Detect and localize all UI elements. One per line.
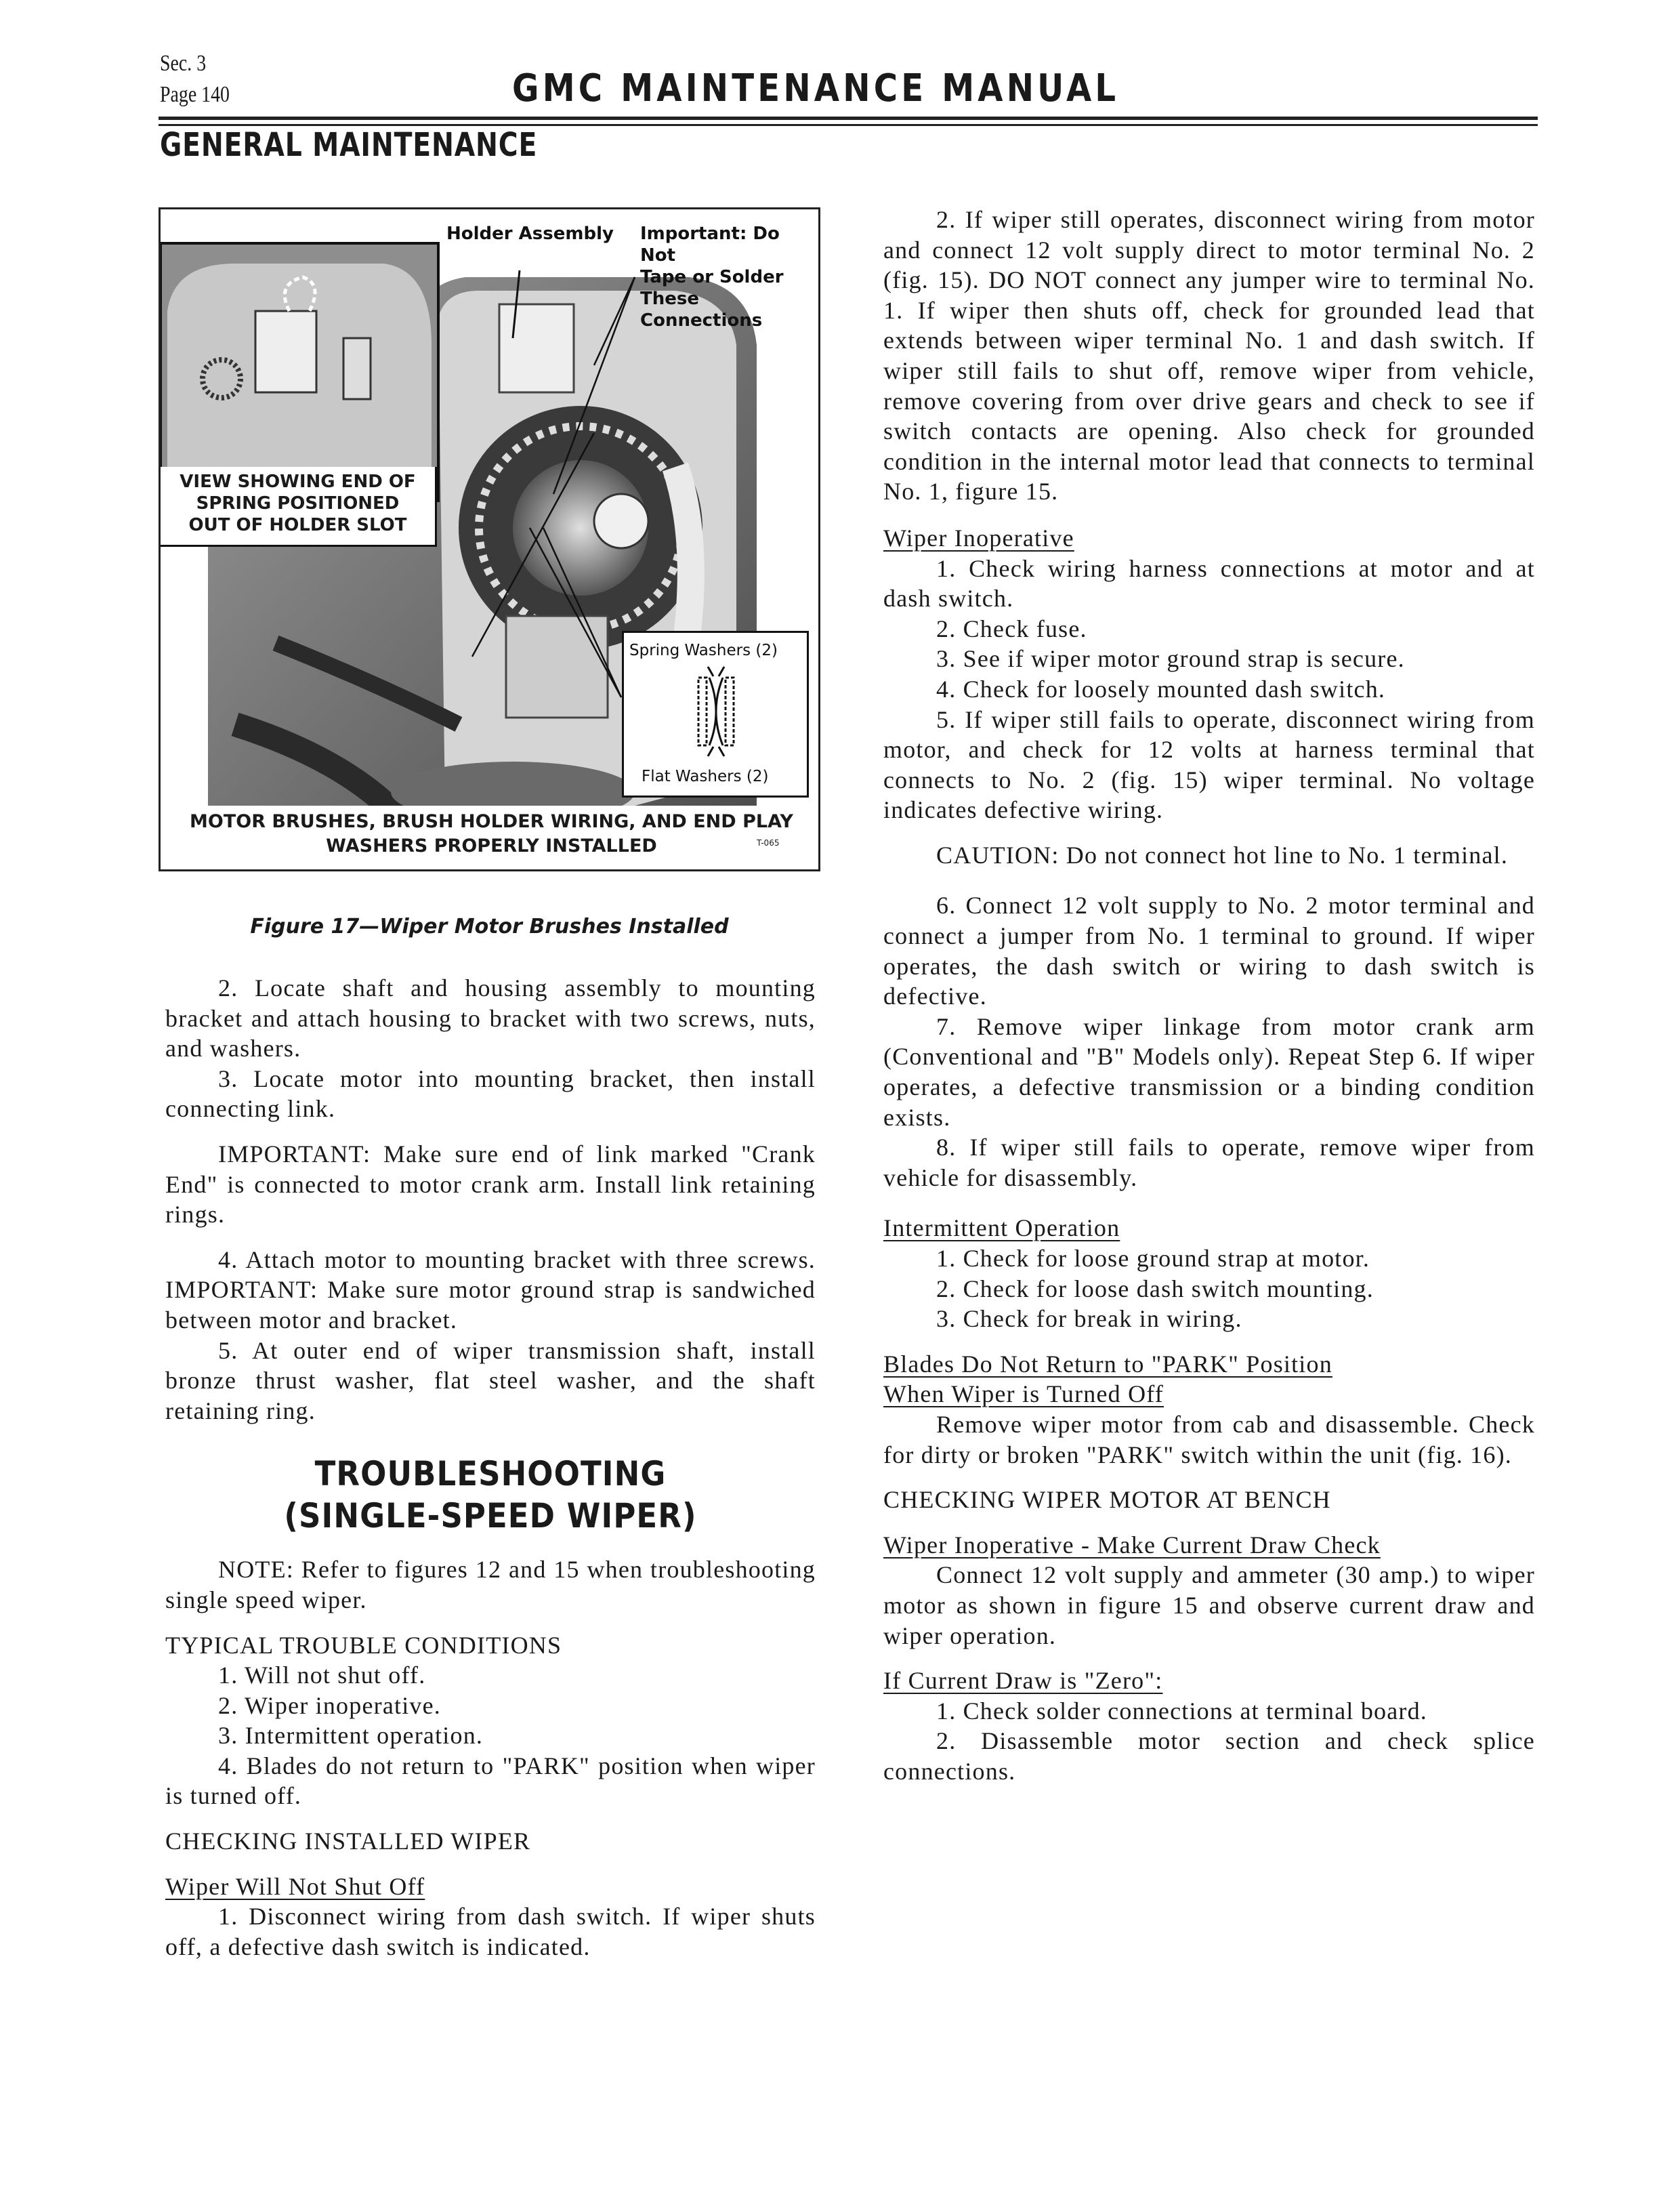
list-item: 2. Disassemble motor section and check splice connections. xyxy=(883,1727,1535,1785)
list-item: 2. Wiper inoperative. xyxy=(218,1691,441,1719)
label-line: VIEW SHOWING END OF xyxy=(180,472,416,492)
paragraph: 2. Locate shaft and housing assembly to mounting bracket and attach housing to bracket with two screws, nuts, and washers. xyxy=(165,974,816,1062)
list-item: 3. See if wiper motor ground strap is secure. xyxy=(936,645,1405,673)
heading-line: (SINGLE-SPEED WIPER) xyxy=(284,1496,697,1536)
subheading-underlined: If Current Draw is "Zero": xyxy=(883,1667,1163,1695)
paragraph: 2. If wiper still operates, disconnect wiring from motor and connect 12 volt supply direct to motor terminal No. 2 (fig. 15). DO NOT connect any jumper wire to terminal No. 1. If wiper then shuts off, check for grounded lead that extends between wiper terminal No. 1 and dash switch. If wiper still fails to shut off, remove wiper from vehicle, remove covering from over drive gears and check to see if switch contacts are opening. Also check for grounded condition in the internal motor lead that connects to terminal No. 1, figure 15. xyxy=(883,206,1535,505)
washers-inset xyxy=(622,631,809,798)
list-item: 2. Check fuse. xyxy=(936,615,1087,642)
paragraph: Connect 12 volt supply and ammeter (30 amp.) to wiper motor as shown in figure 15 and observe current draw and wiper operation. xyxy=(883,1561,1535,1649)
left-column xyxy=(165,973,816,1962)
figure-code: T-065 xyxy=(757,838,780,848)
list-item: 3. Intermittent operation. xyxy=(218,1722,484,1750)
label-line: MOTOR BRUSHES, BRUSH HOLDER WIRING, AND END PLAY xyxy=(190,811,793,832)
subheading: CHECKING WIPER MOTOR AT BENCH xyxy=(883,1486,1331,1514)
label-line: These Connections xyxy=(640,289,763,331)
troubleshooting-heading xyxy=(198,1453,783,1537)
subheading-underlined: Blades Do Not Return to "PARK" Position xyxy=(883,1350,1332,1378)
washers-icon xyxy=(689,664,743,759)
subheading-underlined: Wiper Inoperative - Make Current Draw Check xyxy=(883,1531,1381,1559)
list-item: 4. Blades do not return to "PARK" position when wiper is turned off. xyxy=(165,1752,816,1810)
subheading: TYPICAL TROUBLE CONDITIONS xyxy=(165,1631,562,1659)
paragraph: 8. If wiper still fails to operate, remove wiper from vehicle for disassembly. xyxy=(883,1134,1535,1191)
paragraph: 5. At outer end of wiper transmission shaft, install bronze thrust washer, flat steel washer, and the shaft retaining ring. xyxy=(165,1336,816,1424)
label-line: Important: Do Not xyxy=(640,224,780,266)
note: NOTE: Refer to figures 12 and 15 when troubleshooting single speed wiper. xyxy=(165,1556,816,1613)
right-column xyxy=(883,205,1535,1787)
paragraph: 4. Attach motor to mounting bracket with three screws. IMPORTANT: Make sure motor ground strap is sandwiched between motor and bracket. xyxy=(165,1245,816,1334)
figure-inner-caption xyxy=(161,806,820,871)
section-title: GENERAL MAINTENANCE xyxy=(160,126,538,164)
list-item: 2. Check for loose dash switch mounting. xyxy=(936,1275,1374,1302)
caution: CAUTION: Do not connect hot line to No. 1 terminal. xyxy=(936,841,1509,869)
subheading-underlined: Wiper Will Not Shut Off xyxy=(165,1872,425,1900)
list-item: 1. Will not shut off. xyxy=(218,1661,426,1689)
manual-title: GMC MAINTENANCE MANUAL xyxy=(512,66,1120,110)
header-rule xyxy=(159,117,1538,120)
label-line: OUT OF HOLDER SLOT xyxy=(188,515,407,535)
list-item: 4. Check for loosely mounted dash switch. xyxy=(936,675,1386,703)
section-number: Sec. 3 xyxy=(160,51,207,76)
figure-wiper-motor xyxy=(159,207,820,871)
list-item: 3. Check for break in wiring. xyxy=(936,1305,1242,1333)
page-number: Page 140 xyxy=(160,82,230,107)
label-line: SPRING POSITIONED xyxy=(196,493,400,514)
subheading-underlined: Intermittent Operation xyxy=(883,1214,1120,1242)
paragraph: Remove wiper motor from cab and disassemble. Check for dirty or broken "PARK" switch within the unit (fig. 16). xyxy=(883,1410,1535,1468)
label-holder-assembly: Holder Assembly xyxy=(446,224,614,244)
list-item: 1. Check wiring harness connections at motor and at dash switch. xyxy=(883,554,1535,613)
label-important-connections xyxy=(640,223,818,331)
list-item: 1. Check solder connections at terminal board. xyxy=(936,1697,1427,1725)
label-flat-washers: Flat Washers (2) xyxy=(642,768,769,785)
heading-line: TROUBLESHOOTING xyxy=(314,1454,667,1494)
label-spring-washers: Spring Washers (2) xyxy=(629,642,778,659)
list-item: 5. If wiper still fails to operate, disconnect wiring from motor, and check for 12 volts at harness terminal that connects to No. 2 (fig. 15) wiper terminal. No voltage indicates defective wiring. xyxy=(883,705,1535,824)
paragraph: 3. Locate motor into mounting bracket, then install connecting link. xyxy=(165,1065,816,1123)
paragraph: 7. Remove wiper linkage from motor crank arm (Conventional and "B" Models only). Repeat Step 6. If wiper operates, a defective transmission or a binding condition exists. xyxy=(883,1012,1535,1131)
subheading-underlined: Wiper Inoperative xyxy=(883,524,1074,552)
paragraph: IMPORTANT: Make sure end of link marked "Crank End" is connected to motor crank arm. Install link retaining rings. xyxy=(165,1140,816,1229)
figure-caption: Figure 17—Wiper Motor Brushes Installed xyxy=(250,915,729,938)
label-view-inset xyxy=(161,467,437,547)
subheading: CHECKING INSTALLED WIPER xyxy=(165,1828,531,1855)
paragraph: 1. Disconnect wiring from dash switch. If wiper shuts off, a defective dash switch is indicated. xyxy=(165,1903,816,1960)
list-item: 1. Check for loose ground strap at motor. xyxy=(936,1245,1370,1272)
label-line: WASHERS PROPERLY INSTALLED xyxy=(326,835,657,856)
subheading-underlined: When Wiper is Turned Off xyxy=(883,1380,1164,1408)
label-line: Tape or Solder xyxy=(640,267,784,287)
paragraph: 6. Connect 12 volt supply to No. 2 motor terminal and connect a jumper from No. 1 terminal to ground. If wiper operates, the dash switch or wiring to dash switch is defective. xyxy=(883,892,1535,1010)
